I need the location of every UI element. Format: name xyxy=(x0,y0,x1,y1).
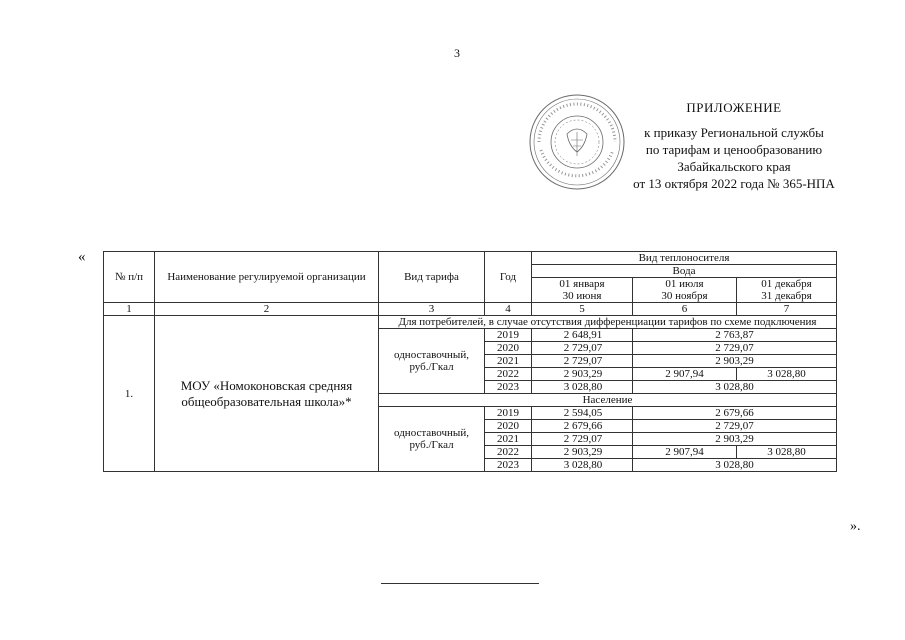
value-cell: 2 648,91 xyxy=(532,329,633,342)
year-cell: 2022 xyxy=(485,368,532,381)
value-cell: 3 028,80 xyxy=(532,459,633,472)
tariff-type-label: одноставочный, xyxy=(394,427,469,439)
header-carrier: Вода xyxy=(532,265,837,278)
header-period-1 xyxy=(532,278,633,303)
column-number: 6 xyxy=(633,303,737,316)
tariff-unit-label: руб./Гкал xyxy=(409,439,454,451)
column-number: 3 xyxy=(379,303,485,316)
appendix-block xyxy=(600,99,868,192)
value-cell: 3 028,80 xyxy=(737,446,837,459)
value-cell: 2 679,66 xyxy=(532,420,633,433)
year-cell: 2021 xyxy=(485,433,532,446)
tariff-unit-label: руб./Гкал xyxy=(409,361,454,373)
year-cell: 2023 xyxy=(485,381,532,394)
header-org: Наименование регулируемой организации xyxy=(155,252,379,303)
page-number: 3 xyxy=(454,46,460,60)
tariff-table xyxy=(103,251,837,472)
value-cell: 2 729,07 xyxy=(633,342,837,355)
value-cell: 3 028,80 xyxy=(737,368,837,381)
year-cell: 2022 xyxy=(485,446,532,459)
year-cell: 2021 xyxy=(485,355,532,368)
tariff-type-cell xyxy=(379,329,485,394)
value-cell: 3 028,80 xyxy=(532,381,633,394)
column-number: 7 xyxy=(737,303,837,316)
footnote-divider xyxy=(381,583,539,584)
value-cell: 2 729,07 xyxy=(532,433,633,446)
tariff-type-label: одноставочный, xyxy=(394,349,469,361)
column-number: 5 xyxy=(532,303,633,316)
row-number: 1. xyxy=(104,316,155,472)
appendix-line: от 13 октября 2022 года № 365-НПА xyxy=(633,176,835,191)
period-start: 01 декабря xyxy=(761,278,812,290)
value-cell: 2 679,66 xyxy=(633,407,837,420)
value-cell: 2 903,29 xyxy=(532,446,633,459)
year-cell: 2019 xyxy=(485,329,532,342)
value-cell: 2 594,05 xyxy=(532,407,633,420)
appendix-line: к приказу Региональной службы xyxy=(644,125,824,140)
value-cell: 3 028,80 xyxy=(633,459,837,472)
section-title: Для потребителей, в случае отсутствия дифференциации тарифов по схеме подключения xyxy=(379,316,837,329)
section-title: Население xyxy=(379,394,837,407)
year-cell: 2019 xyxy=(485,407,532,420)
header-period-2 xyxy=(633,278,737,303)
appendix-title: ПРИЛОЖЕНИЕ xyxy=(686,100,782,115)
opening-quote: « xyxy=(78,249,86,265)
header-carrier-type: Вид теплоносителя xyxy=(532,252,837,265)
period-end: 30 ноября xyxy=(661,290,708,302)
value-cell: 2 903,29 xyxy=(532,368,633,381)
appendix-line: по тарифам и ценообразованию xyxy=(645,142,823,157)
value-cell: 2 729,07 xyxy=(633,420,837,433)
closing-quote: ». xyxy=(850,519,861,534)
column-number: 2 xyxy=(155,303,379,316)
value-cell: 2 763,87 xyxy=(633,329,837,342)
value-cell: 2 907,94 xyxy=(633,446,737,459)
value-cell: 2 903,29 xyxy=(633,433,837,446)
year-cell: 2020 xyxy=(485,420,532,433)
period-end: 30 июня xyxy=(562,290,602,302)
column-number: 4 xyxy=(485,303,532,316)
column-number-row xyxy=(104,303,837,316)
year-cell: 2023 xyxy=(485,459,532,472)
header-year: Год xyxy=(485,252,532,303)
value-cell: 2 729,07 xyxy=(532,342,633,355)
value-cell: 2 729,07 xyxy=(532,355,633,368)
column-number: 1 xyxy=(104,303,155,316)
year-cell: 2020 xyxy=(485,342,532,355)
period-start: 01 июля xyxy=(665,278,704,290)
organization-name: МОУ «Номоконовская средняя общеобразовательная школа»* xyxy=(155,316,379,472)
value-cell: 2 907,94 xyxy=(633,368,737,381)
header-tariff-type: Вид тарифа xyxy=(379,252,485,303)
period-end: 31 декабря xyxy=(761,290,812,302)
tariff-type-cell xyxy=(379,407,485,472)
period-start: 01 января xyxy=(559,278,605,290)
header-num: № п/п xyxy=(104,252,155,303)
header-period-3 xyxy=(737,278,837,303)
appendix-line: Забайкальского края xyxy=(677,159,791,174)
value-cell: 3 028,80 xyxy=(633,381,837,394)
value-cell: 2 903,29 xyxy=(633,355,837,368)
